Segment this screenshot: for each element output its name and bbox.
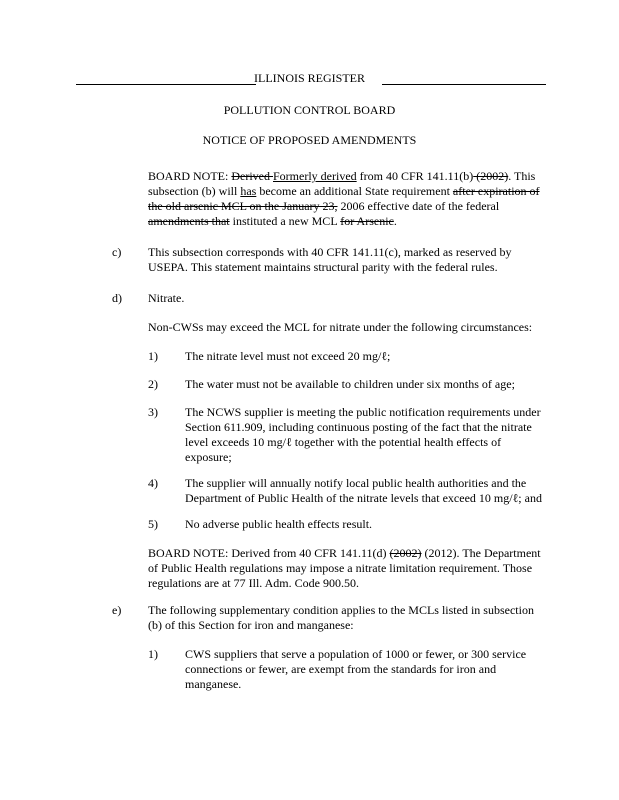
subsection-c-label: c) xyxy=(112,245,122,259)
list-item-label: 2) xyxy=(148,377,158,391)
note-text: . This xyxy=(508,169,536,183)
list-item-label: 1) xyxy=(148,647,158,661)
subsection-d-title: Nitrate. xyxy=(148,291,185,305)
inserted-text: Formerly derived xyxy=(273,169,357,183)
list-item-label: 5) xyxy=(148,517,158,531)
note-text: from 40 CFR 141.11(b) xyxy=(356,169,474,183)
note-text: become an additional State requirement xyxy=(256,184,453,198)
list-item-text: CWS suppliers that serve a population of 1000 or fewer, or 300 service connections or fewer, are exempt from the standards for iron and manganese. xyxy=(185,647,527,691)
list-item-text: The NCWS supplier is meeting the public notification requirements under Section 611.909, including continuous posting of the fact that the nitrate level exceeds 10 mg/ℓ together with the potential health effects of exposure; xyxy=(185,405,541,464)
deleted-text: amendments that xyxy=(148,214,230,228)
note-text: . xyxy=(393,214,397,228)
subsection-e-label: e) xyxy=(112,603,122,617)
note-text: BOARD NOTE: Derived from 40 CFR 141.11(d) xyxy=(148,546,390,560)
board-title: POLLUTION CONTROL BOARD xyxy=(223,103,396,117)
note-text: instituted a new MCL xyxy=(229,214,341,228)
list-item-text: The nitrate level must not exceed 20 mg/ℓ; xyxy=(185,349,391,363)
deleted-text: (2002) xyxy=(389,546,422,560)
subsection-d-label: d) xyxy=(112,291,122,305)
list-item-text: The supplier will annually notify local public health authorities and the Department of Public Health of the nitrate levels that exceed 10 mg/ℓ; and xyxy=(185,476,542,505)
note-text: BOARD NOTE: xyxy=(148,169,232,183)
list-item-label: 1) xyxy=(148,349,158,363)
deleted-text: (2002) xyxy=(473,169,509,183)
register-title: ILLINOIS REGISTER xyxy=(254,71,365,85)
list-item-text: The water must not be available to children under six months of age; xyxy=(185,377,515,391)
board-note-arsenic xyxy=(148,169,548,229)
deleted-text: for Arsenic xyxy=(340,214,394,228)
note-text: (2012). The Department of Public Health regulations may impose a nitrate limitation requirement. Those regulations are at 77 Ill. Adm. Code 900.50. xyxy=(148,546,541,590)
inserted-text: has xyxy=(240,184,257,198)
list-item-label: 4) xyxy=(148,476,158,490)
board-note-nitrate xyxy=(148,546,544,591)
notice-title: NOTICE OF PROPOSED AMENDMENTS xyxy=(202,133,417,147)
subsection-e-text: The following supplementary condition applies to the MCLs listed in subsection (b) of this Section for iron and manganese: xyxy=(148,603,534,632)
subsection-d-intro: Non-CWSs may exceed the MCL for nitrate under the following circumstances: xyxy=(148,320,533,334)
deleted-text: Derived xyxy=(231,169,273,183)
subsection-c-text: This subsection corresponds with 40 CFR 141.11(c), marked as reserved by USEPA. This statement maintains structural parity with the federal rules. xyxy=(148,245,512,274)
deleted-text: after expiration of the old arsenic MCL on the January 23, xyxy=(148,184,540,213)
list-item-text: No adverse public health effects result. xyxy=(185,517,373,531)
list-item-label: 3) xyxy=(148,405,158,419)
note-text: subsection (b) will xyxy=(148,184,241,198)
note-text: 2006 effective date of the federal xyxy=(337,199,500,213)
